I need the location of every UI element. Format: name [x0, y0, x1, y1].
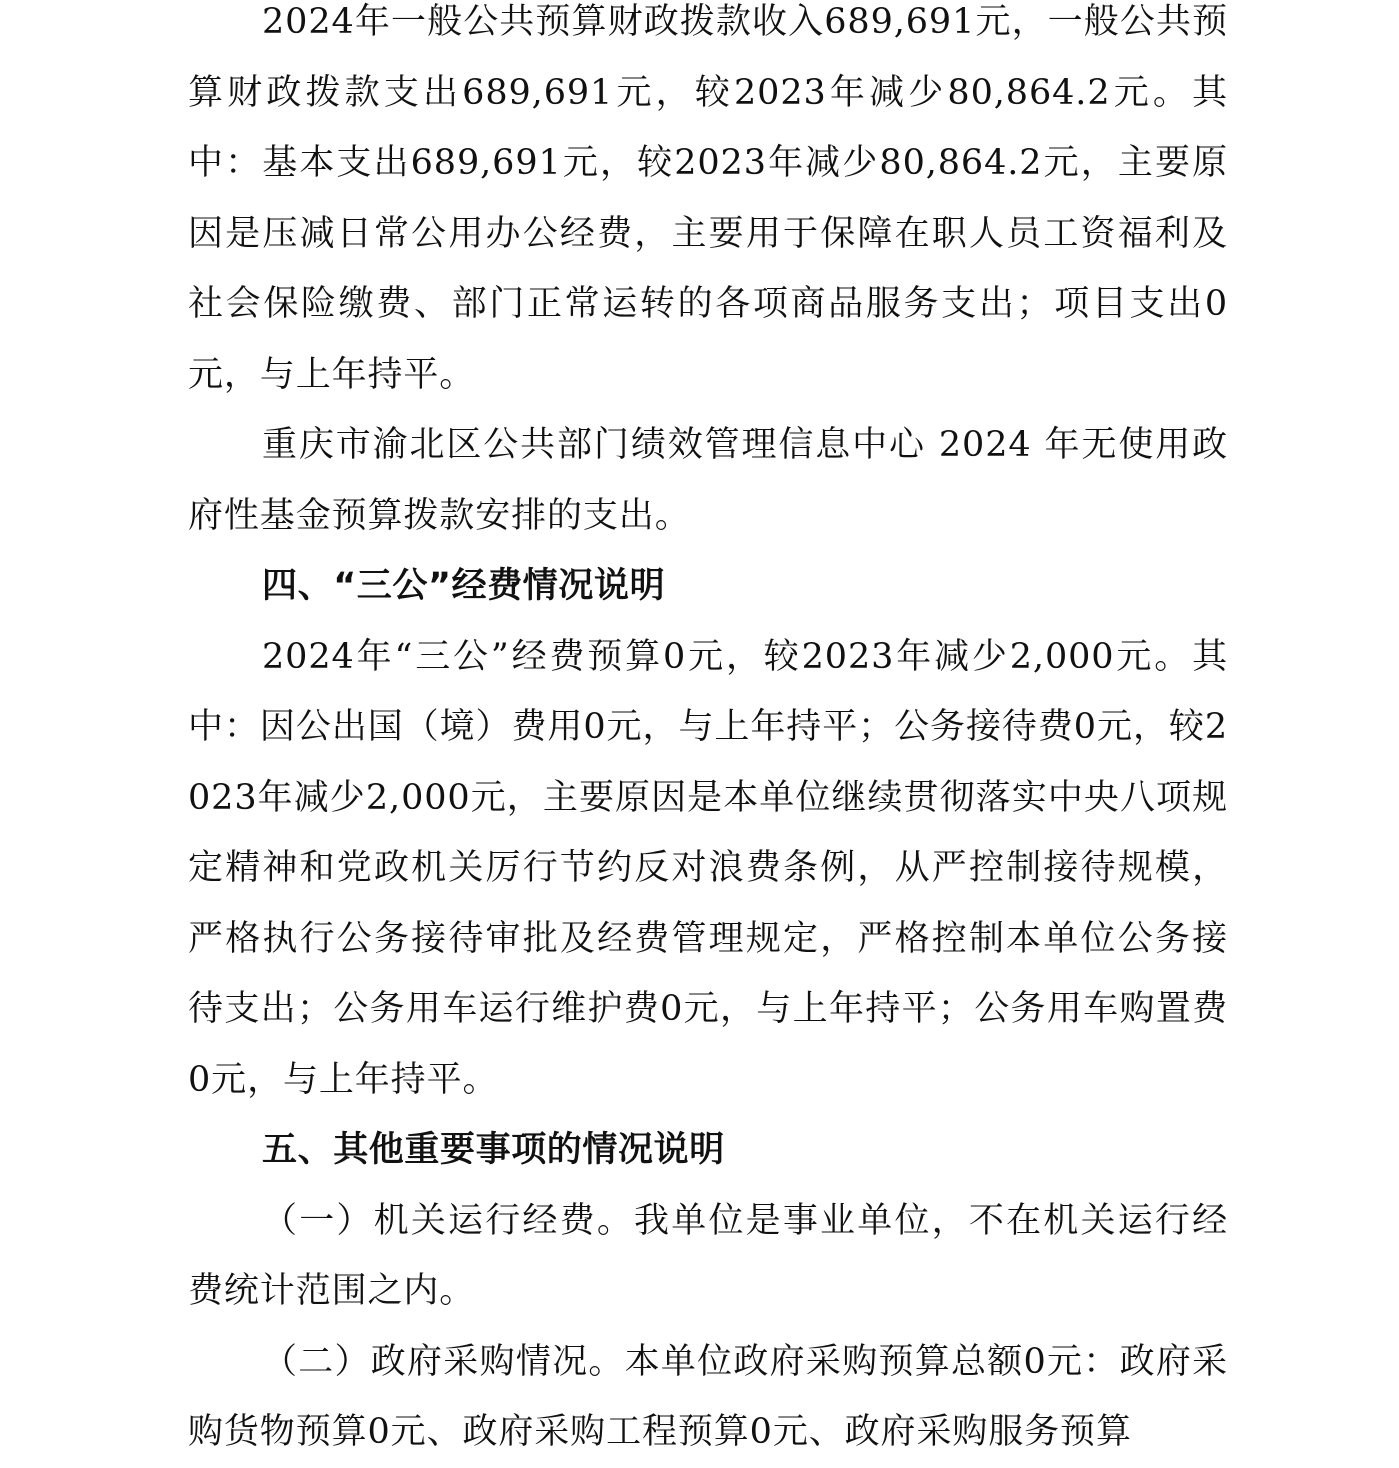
section-heading-other-matters: 五、其他重要事项的情况说明 [262, 1130, 725, 1170]
document-page [188, 0, 1228, 1468]
paragraph-agency-operating-expenses: （一）机关运行经费。我单位是事业单位，不在机关运行经费统计范围之内。 [188, 1200, 1228, 1311]
paragraph-government-procurement: （二）政府采购情况。本单位政府采购预算总额0元：政府采购货物预算0元、政府采购工程预算0元、政府采购服务预算 [188, 1341, 1228, 1452]
paragraph-government-fund: 重庆市渝北区公共部门绩效管理信息中心 2024 年无使用政府性基金预算拨款安排的支出。 [188, 425, 1228, 536]
section-heading-three-public-expenses: 四、“三公”经费情况说明 [262, 566, 666, 606]
paragraph-general-budget: 2024年一般公共预算财政拨款收入689,691元，一般公共预算财政拨款支出689,691元，较2023年减少80,864.2元。其中：基本支出689,691元，较2023年减少80,864.2元，主要原因是压减日常公用办公经费，主要用于保障在职人员工资福利及社会保险缴费、部门正常运转的各项商品服务支出；项目支出0元，与上年持平。 [188, 2, 1228, 395]
paragraph-three-public-expenses: 2024年“三公”经费预算0元，较2023年减少2,000元。其中：因公出国（境）费用0元，与上年持平；公务接待费0元，较2023年减少2,000元，主要原因是本单位继续贯彻落实中央八项规定精神和党政机关厉行节约反对浪费条例，从严控制接待规模，严格执行公务接待审批及经费管理规定，严格控制本单位公务接待支出；公务用车运行维护费0元，与上年持平；公务用车购置费0元，与上年持平。 [188, 636, 1228, 1100]
